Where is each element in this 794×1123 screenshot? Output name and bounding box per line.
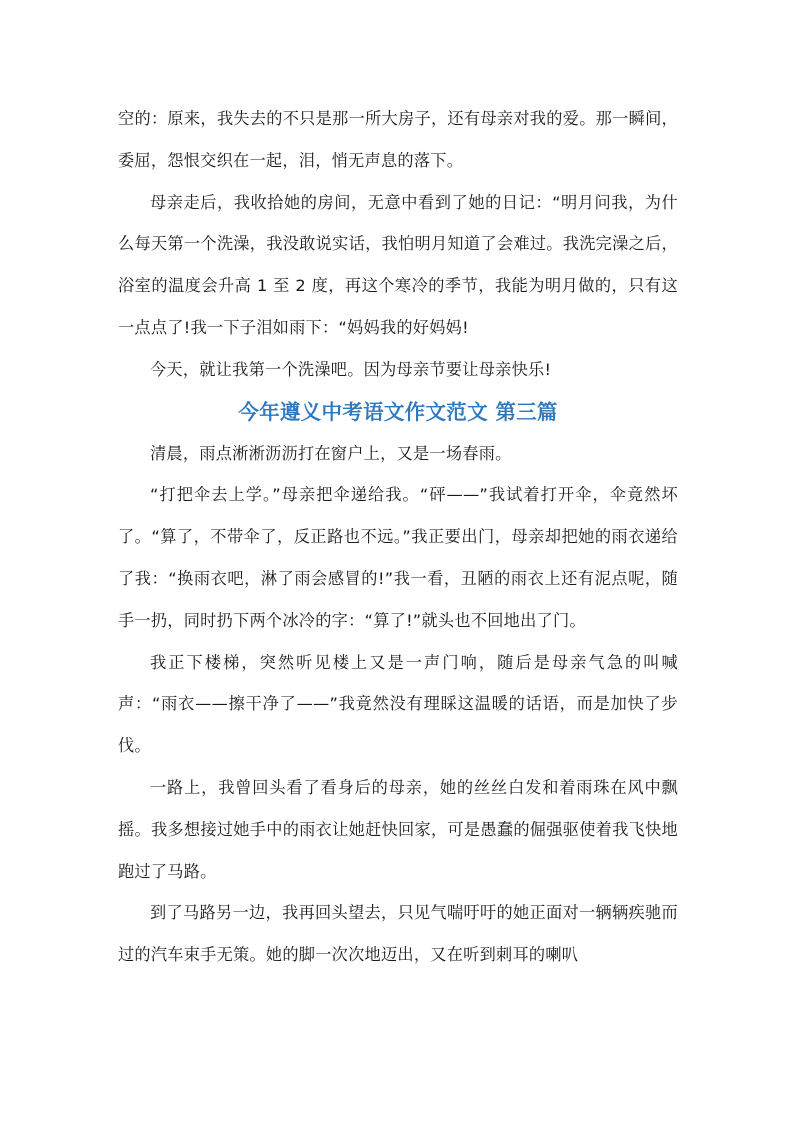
paragraph-umbrella: “打把伞去上学。”母亲把伞递给我。“砰——”我试着打开伞，伞竟然坏了。“算了，不带伞了，反正路也不远。”我正要出门，母亲却把她的雨衣递给了我：“换雨衣吧，淋了雨会感冒的!”我一看，丑陋的雨衣上还有泥点呢，随手一扔，同时扔下两个冰冷的字：“算了!”就头也不回地出了门。 [118,485,678,630]
paragraph-diary: 母亲走后，我收拾她的房间，无意中看到了她的日记：“明月问我，为什么每天第一个洗澡，我没敢说实话，我怕明月知道了会难过。我洗完澡之后，浴室的温度会升高 1 至 2 度，再这个寒冷的季节，我能为明月做的，只有这一点点了!我一下子泪如雨下：“妈妈我的好妈妈! [118,192,678,337]
paragraph-mothers-day: 今天，就让我第一个洗澡吧。因为母亲节要让母亲快乐! [150,359,552,379]
section-title: 今年遵义中考语文作文范文 第三篇 [238,399,558,424]
paragraph-continuation: 空的：原来，我失去的不只是那一所大房子，还有母亲对我的爱。那一瞬间，委屈，怨恨交织在一起，泪，悄无声息的落下。 [118,109,678,170]
paragraph-on-the-way: 一路上，我曾回头看了看身后的母亲，她的丝丝白发和着雨珠在风中飘摇。我多想接过她手中的雨衣让她赶快回家，可是愚蠢的倔强驱使着我飞快地跑过了马路。 [118,777,678,881]
paragraph-stairs: 我正下楼梯，突然听见楼上又是一声门响，随后是母亲气急的叫喊声：“雨衣——擦干净了——”我竟然没有理睬这温暖的话语，而是加快了步伐。 [118,652,678,756]
paragraph-morning-rain: 清晨，雨点淅淅沥沥打在窗户上，又是一场春雨。 [150,443,512,463]
document-page [118,98,678,976]
paragraph-across-road: 到了马路另一边，我再回头望去，只见气喘吁吁的她正面对一辆辆疾驰而过的汽车束手无策。她的脚一次次地迈出，又在听到刺耳的喇叭 [118,903,678,965]
